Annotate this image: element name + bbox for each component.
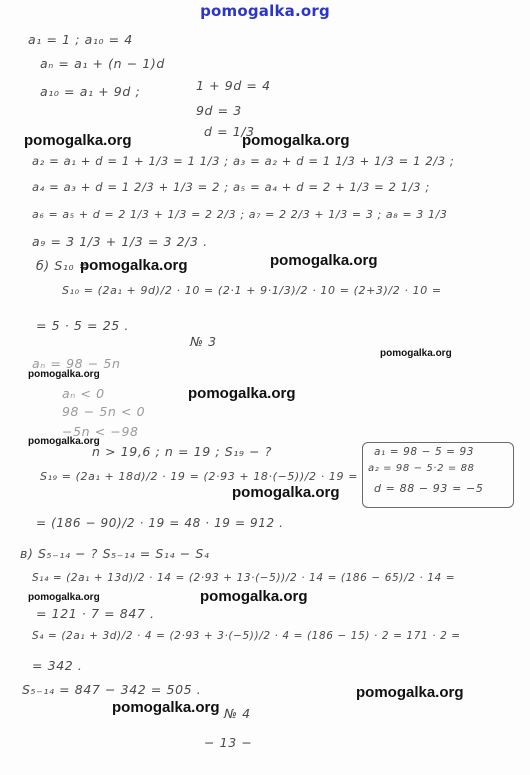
math-right-3: d = 1/3 <box>204 124 255 139</box>
watermark-2: pomogalka.org <box>242 132 350 149</box>
task-number-4: № 4 <box>224 706 251 721</box>
math-line-13: 98 − 5n < 0 <box>62 404 146 419</box>
math-line-20: = 121 · 7 = 847 . <box>36 606 155 621</box>
watermark-4: pomogalka.org <box>80 257 188 274</box>
math-line-12: aₙ < 0 <box>62 386 105 401</box>
math-line-14: −5n < −98 <box>62 424 139 439</box>
math-right-2: 9d = 3 <box>196 103 242 118</box>
math-line-2: aₙ = a₁ + (n − 1)d <box>40 56 165 71</box>
math-line-9: S₁₀ = (2a₁ + 9d)/2 · 10 = (2·1 + 9·1/3)/2 · 10 = (2+3)/2 · 10 = <box>62 284 442 297</box>
watermark-13: pomogalka.org <box>112 699 220 716</box>
watermark-7: pomogalka.org <box>188 385 296 402</box>
watermark-3: pomogalka.org <box>270 252 378 269</box>
task-number-3: № 3 <box>190 334 217 349</box>
math-line-4: a₂ = a₁ + d = 1 + 1/3 = 1 1/3 ; a₃ = a₂ + d = 1 1/3 + 1/3 = 1 2/3 ; <box>32 154 455 168</box>
math-line-10: = 5 · 5 = 25 . <box>36 318 129 333</box>
math-line-16: S₁₉ = (2a₁ + 18d)/2 · 19 = (2·93 + 18·(−5))/2 · 19 = <box>40 470 359 483</box>
math-line-8: б) S₁₀ = <box>36 258 90 273</box>
watermark-11: pomogalka.org <box>200 588 308 605</box>
math-line-18: в) S₅₋₁₄ − ? S₅₋₁₄ = S₁₄ − S₄ <box>20 546 210 561</box>
page-number: − 13 − <box>204 735 253 750</box>
math-line-19: S₁₄ = (2a₁ + 13d)/2 · 14 = (2·93 + 13·(−5))/2 · 14 = (186 − 65)/2 · 14 = <box>32 572 456 584</box>
watermark-5: pomogalka.org <box>380 348 452 359</box>
box-line-1: a₁ = 98 − 5 = 93 <box>374 446 475 458</box>
math-line-7: a₉ = 3 1/3 + 1/3 = 3 2/3 . <box>32 234 208 249</box>
watermark-1: pomogalka.org <box>24 132 132 149</box>
math-line-17: = (186 − 90)/2 · 19 = 48 · 19 = 912 . <box>36 516 284 530</box>
site-header[interactable]: pomogalka.org <box>200 2 330 20</box>
math-line-6: a₆ = a₅ + d = 2 1/3 + 1/3 = 2 2/3 ; a₇ = 2 2/3 + 1/3 = 3 ; a₈ = 3 1/3 <box>32 208 448 221</box>
math-line-5: a₄ = a₃ + d = 1 2/3 + 1/3 = 2 ; a₅ = a₄ + d = 2 + 1/3 = 2 1/3 ; <box>32 180 430 194</box>
math-line-22: = 342 . <box>32 658 83 673</box>
math-line-15: n > 19,6 ; n = 19 ; S₁₉ − ? <box>92 444 272 459</box>
math-line-11: aₙ = 98 − 5n <box>32 356 121 371</box>
math-line-3: a₁₀ = a₁ + 9d ; <box>40 84 141 99</box>
watermark-12: pomogalka.org <box>356 684 464 701</box>
box-line-2: a₂ = 98 − 5·2 = 88 <box>368 463 475 474</box>
math-line-21: S₄ = (2a₁ + 3d)/2 · 4 = (2·93 + 3·(−5))/2 · 4 = (186 − 15) · 2 = 171 · 2 = <box>32 630 461 642</box>
math-line-23: S₅₋₁₄ = 847 − 342 = 505 . <box>22 682 202 697</box>
watermark-6: pomogalka.org <box>28 369 100 380</box>
watermark-8: pomogalka.org <box>28 436 100 447</box>
watermark-9: pomogalka.org <box>232 484 340 501</box>
box-line-3: d = 88 − 93 = −5 <box>374 482 484 495</box>
math-line-1: a₁ = 1 ; a₁₀ = 4 <box>28 32 133 47</box>
watermark-10: pomogalka.org <box>28 592 100 603</box>
math-right-1: 1 + 9d = 4 <box>196 78 271 93</box>
